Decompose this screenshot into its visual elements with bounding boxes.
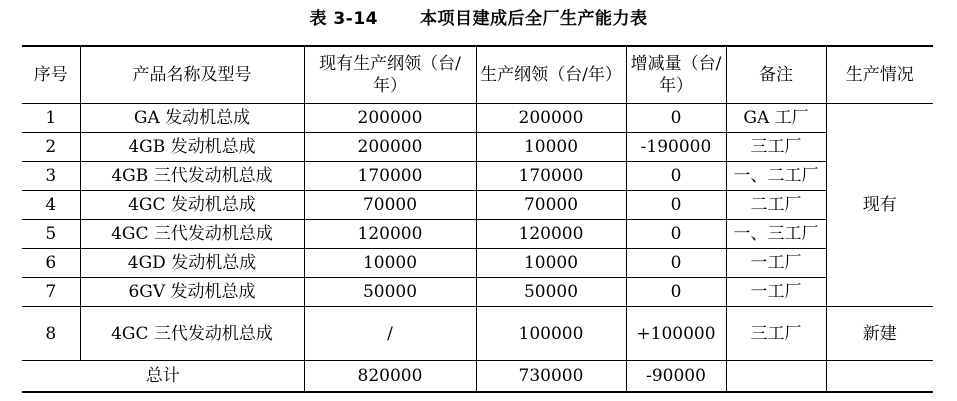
total-capacity: 730000 bbox=[476, 361, 626, 393]
cell-change: 0 bbox=[626, 104, 726, 133]
cell-current: 10000 bbox=[304, 249, 476, 278]
table-row bbox=[22, 278, 933, 307]
header-status: 生产情况 bbox=[826, 46, 933, 104]
cell-capacity: 10000 bbox=[476, 133, 626, 162]
header-change: 增减量（台/年） bbox=[626, 46, 726, 104]
header-row bbox=[22, 46, 933, 104]
cell-current: 120000 bbox=[304, 220, 476, 249]
cell-seq: 8 bbox=[22, 307, 80, 361]
table-row bbox=[22, 307, 933, 361]
cell-remark: 三工厂 bbox=[726, 307, 826, 361]
cell-capacity: 10000 bbox=[476, 249, 626, 278]
cell-current: 170000 bbox=[304, 162, 476, 191]
table-row bbox=[22, 249, 933, 278]
cell-current: 70000 bbox=[304, 191, 476, 220]
table-row bbox=[22, 104, 933, 133]
header-product: 产品名称及型号 bbox=[80, 46, 304, 104]
header-capacity: 生产纲领（台/年） bbox=[476, 46, 626, 104]
cell-current: / bbox=[304, 307, 476, 361]
total-current: 820000 bbox=[304, 361, 476, 393]
cell-product: 4GB 发动机总成 bbox=[80, 133, 304, 162]
cell-capacity: 170000 bbox=[476, 162, 626, 191]
cell-product: 4GD 发动机总成 bbox=[80, 249, 304, 278]
cell-seq: 6 bbox=[22, 249, 80, 278]
cell-change: +100000 bbox=[626, 307, 726, 361]
cell-capacity: 100000 bbox=[476, 307, 626, 361]
cell-change: 0 bbox=[626, 191, 726, 220]
cell-remark: 一工厂 bbox=[726, 278, 826, 307]
cell-seq: 1 bbox=[22, 104, 80, 133]
header-seq: 序号 bbox=[22, 46, 80, 104]
total-row bbox=[22, 361, 933, 393]
total-label: 总计 bbox=[22, 361, 304, 393]
cell-current: 50000 bbox=[304, 278, 476, 307]
cell-seq: 7 bbox=[22, 278, 80, 307]
table-row bbox=[22, 191, 933, 220]
header-remark: 备注 bbox=[726, 46, 826, 104]
cell-product: 4GB 三代发动机总成 bbox=[80, 162, 304, 191]
cell-remark: 二工厂 bbox=[726, 191, 826, 220]
table-row bbox=[22, 133, 933, 162]
cell-product: GA 发动机总成 bbox=[80, 104, 304, 133]
cell-seq: 3 bbox=[22, 162, 80, 191]
table-row bbox=[22, 162, 933, 191]
cell-product: 4GC 三代发动机总成 bbox=[80, 307, 304, 361]
cell-current: 200000 bbox=[304, 104, 476, 133]
cell-remark: 一、二工厂 bbox=[726, 162, 826, 191]
cell-remark: 一、三工厂 bbox=[726, 220, 826, 249]
cell-change: 0 bbox=[626, 278, 726, 307]
cell-remark: 一工厂 bbox=[726, 249, 826, 278]
cell-remark: GA 工厂 bbox=[726, 104, 826, 133]
table-number: 表 3-14 bbox=[309, 9, 378, 29]
total-status bbox=[826, 361, 933, 393]
capacity-table bbox=[22, 45, 933, 393]
cell-product: 4GC 三代发动机总成 bbox=[80, 220, 304, 249]
total-remark bbox=[726, 361, 826, 393]
cell-seq: 5 bbox=[22, 220, 80, 249]
header-current: 现有生产纲领（台/年） bbox=[304, 46, 476, 104]
cell-remark: 三工厂 bbox=[726, 133, 826, 162]
cell-capacity: 120000 bbox=[476, 220, 626, 249]
cell-change: 0 bbox=[626, 220, 726, 249]
cell-product: 6GV 发动机总成 bbox=[80, 278, 304, 307]
cell-change: -190000 bbox=[626, 133, 726, 162]
total-change: -90000 bbox=[626, 361, 726, 393]
cell-capacity: 200000 bbox=[476, 104, 626, 133]
cell-product: 4GC 发动机总成 bbox=[80, 191, 304, 220]
cell-seq: 4 bbox=[22, 191, 80, 220]
cell-current: 200000 bbox=[304, 133, 476, 162]
cell-change: 0 bbox=[626, 249, 726, 278]
table-caption bbox=[0, 6, 957, 32]
table-row bbox=[22, 220, 933, 249]
table-title: 本项目建成后全厂生产能力表 bbox=[419, 9, 648, 29]
cell-capacity: 50000 bbox=[476, 278, 626, 307]
cell-status-new: 新建 bbox=[826, 307, 933, 361]
cell-capacity: 70000 bbox=[476, 191, 626, 220]
cell-change: 0 bbox=[626, 162, 726, 191]
cell-seq: 2 bbox=[22, 133, 80, 162]
cell-status-existing: 现有 bbox=[826, 104, 933, 307]
